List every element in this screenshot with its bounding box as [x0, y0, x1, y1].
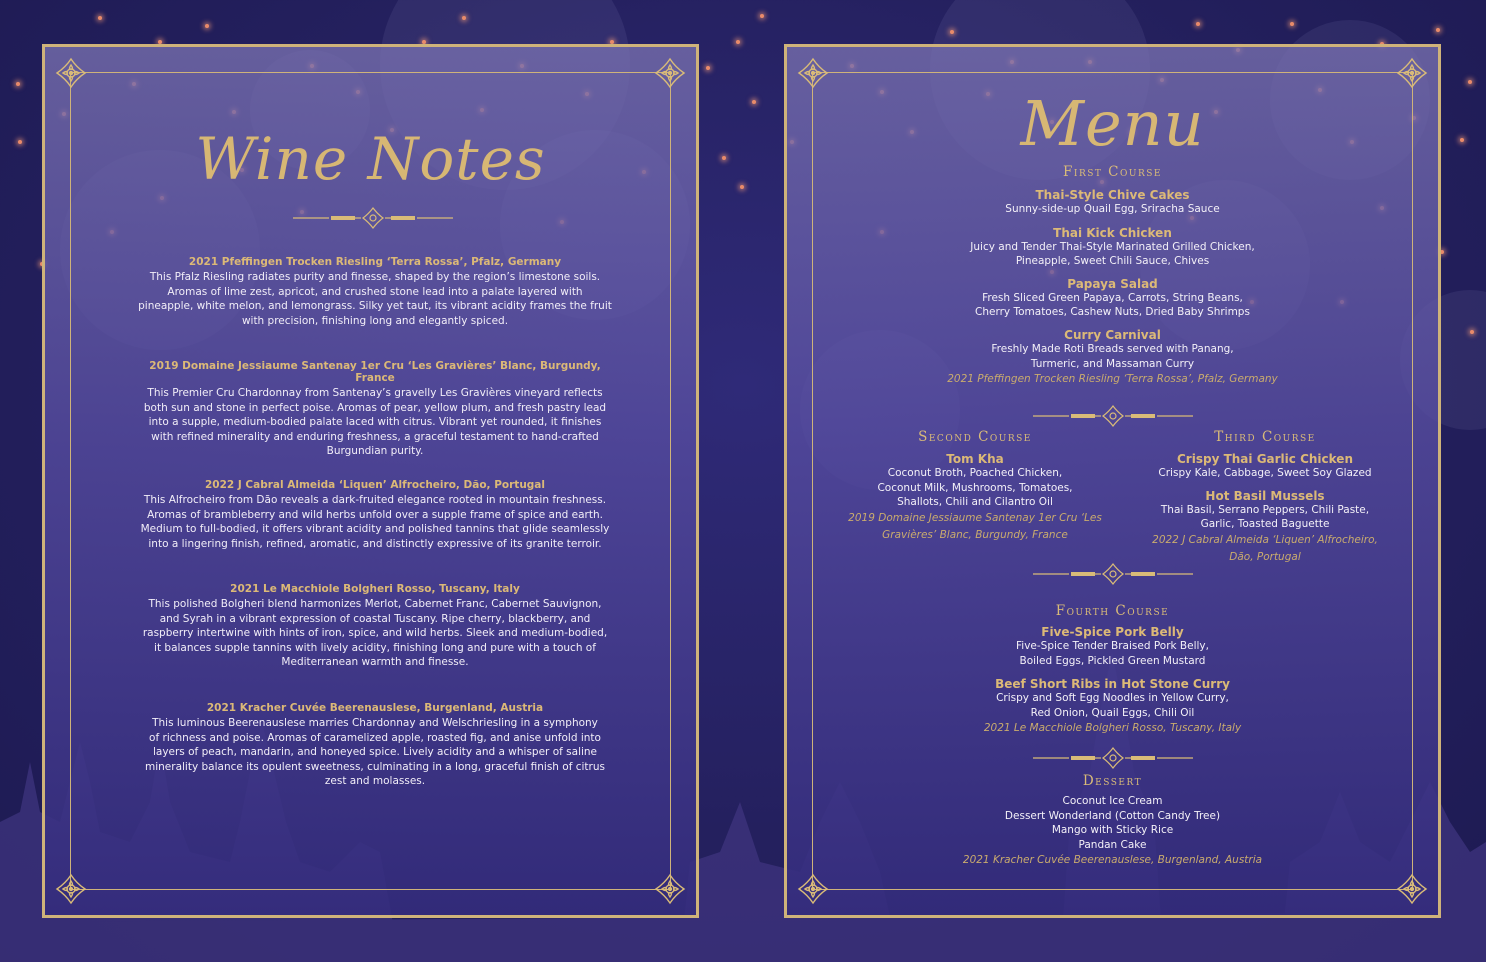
dish-description: Coconut Milk, Mushrooms, Tomatoes, — [877, 481, 1073, 494]
dessert-item: Pandan Cake — [1078, 838, 1147, 851]
dish — [825, 452, 1125, 510]
dish-name: Crispy Thai Garlic Chicken — [1177, 452, 1353, 466]
dish-description: Juicy and Tender Thai-Style Marinated Grilled Chicken, — [970, 240, 1255, 253]
wine-title: 2021 Pfeffingen Trocken Riesling ‘Terra Rossa’, Pfalz, Germany — [188, 256, 562, 268]
dish — [787, 226, 1438, 269]
ornament-corner-icon — [54, 56, 88, 90]
wine-entry — [135, 583, 615, 670]
dish-name: Thai Kick Chicken — [1053, 225, 1172, 240]
wine-pairing: 2021 Kracher Cuvée Beerenauslese, Burgenland, Austria — [962, 854, 1263, 867]
bokeh-light — [462, 16, 466, 20]
ornament-divider-icon — [1033, 747, 1193, 769]
bokeh-light — [1196, 22, 1200, 26]
dessert-item: Mango with Sticky Rice — [1051, 824, 1174, 837]
wine-pairing: Gravières’ Blanc, Burgundy, France — [882, 528, 1068, 541]
ornament-corner-icon — [1395, 56, 1429, 90]
dish-name: Tom Kha — [946, 452, 1004, 466]
dish-description: Shallots, Chili and Cilantro Oil — [897, 496, 1053, 509]
course-heading: Second Course — [918, 429, 1032, 445]
dish-description: Sunny-side-up Quail Egg, Sriracha Sauce — [1005, 203, 1220, 215]
wine-title: 2021 Kracher Cuvée Beerenauslese, Burgenland, Austria — [206, 702, 544, 714]
bokeh-light — [1468, 80, 1472, 84]
wine-pairing: 2022 J Cabral Almeida ‘Liquen’ Alfrocheiro, — [1152, 533, 1378, 546]
dish-description: Fresh Sliced Green Papaya, Carrots, String Beans, — [982, 291, 1243, 304]
wine-entry — [135, 360, 615, 459]
ornament-corner-icon — [796, 872, 830, 906]
dish-name: Papaya Salad — [1067, 276, 1158, 291]
dessert-item: Coconut Ice Cream — [1062, 795, 1163, 807]
wine-pairing: 2021 Pfeffingen Trocken Riesling ‘Terra Rossa’, Pfalz, Germany — [947, 373, 1278, 386]
wine-description: This Alfrocheiro from Dão reveals a dark-fruited elegance rooted in mountain freshness. Aromas of brambleberry and wild herbs unfold over a supple frame of spice and earth. Medium to full-bodied, it offers vibrant acidity and polished tannins that glide seamlessly into a lingering finish, refined, aromatic, and distinctly expressive of its granite terroir. — [140, 494, 610, 550]
wine-description: This Premier Cru Chardonnay from Santenay’s gravelly Les Gravières vineyard reflects both sun and stone in perfect poise. Aromas of pear, yellow plum, and fresh pastry lead into a supple, medium-bodied palate laced with citrus. Vibrant yet rounded, it finishes with refined minerality and enduring freshness, a graceful testament to hand-crafted Burgundian purity. — [143, 387, 607, 458]
wine-entry — [135, 702, 615, 789]
wine-entry — [135, 256, 615, 328]
dish — [787, 277, 1438, 320]
bokeh-light — [706, 66, 710, 70]
dish-description: Freshly Made Roti Breads served with Panang, — [991, 342, 1234, 355]
bokeh-light — [18, 140, 22, 144]
dish-description: Crispy Kale, Cabbage, Sweet Soy Glazed — [1158, 467, 1372, 479]
ornament-divider-icon — [1033, 563, 1193, 585]
dish — [787, 677, 1438, 720]
dish-description: Red Onion, Quail Eggs, Chili Oil — [1030, 706, 1195, 719]
wine-title: 2022 J Cabral Almeida ‘Liquen’ Alfrocheiro, Dão, Portugal — [204, 479, 545, 491]
bokeh-light — [1436, 28, 1440, 32]
ornament-corner-icon — [796, 56, 830, 90]
wine-entry — [135, 479, 615, 551]
ornament-divider-icon — [1033, 405, 1193, 427]
dish-description: Garlic, Toasted Baguette — [1200, 518, 1330, 531]
dish-name: Beef Short Ribs in Hot Stone Curry — [995, 677, 1230, 692]
wine-description: This Pfalz Riesling radiates purity and finesse, shaped by the region’s limestone soils. Aromas of lime zest, apricot, and crushed stone lead into a palate layered with pineapple, white melon, and lemongrass. Silky yet taut, its vibrant acidity frames the fruit with precision, finishing long and elegantly spiced. — [138, 271, 612, 327]
bokeh-light — [205, 24, 209, 28]
bokeh-light — [950, 30, 954, 34]
dish-description: Crispy and Soft Egg Noodles in Yellow Curry, — [996, 692, 1229, 705]
ornament-divider-icon — [293, 207, 453, 229]
bokeh-light — [736, 40, 740, 44]
bokeh-light — [740, 185, 744, 189]
wine-description: This luminous Beerenauslese marries Chardonnay and Welschriesling in a symphony of richness and poise. Aromas of caramelized apple, roasted fig, and anise unfold into layers of peach, mandarin, and honeyed spice. Lively acidity and a whisper of saline minerality balance its opulent sweetness, culminating in a long, graceful finish of citrus zest and molasses. — [145, 717, 605, 788]
bokeh-light — [98, 16, 102, 20]
dessert-course — [787, 773, 1438, 869]
dish-description: Thai Basil, Serrano Peppers, Chili Paste, — [1160, 503, 1370, 516]
menu-panel — [784, 44, 1441, 918]
third-course — [1115, 429, 1415, 566]
wine-title: 2019 Domaine Jessiaume Santenay 1er Cru ‘Les Gravières’ Blanc, Burgundy, France — [149, 360, 601, 384]
ornament-corner-icon — [54, 872, 88, 906]
course-heading: Dessert — [1082, 773, 1143, 789]
course-heading: First Course — [1063, 164, 1162, 180]
dish-description: Cherry Tomatoes, Cashew Nuts, Dried Baby Shrimps — [975, 306, 1250, 319]
wine-pairing: 2019 Domaine Jessiaume Santenay 1er Cru ‘Les — [848, 511, 1102, 524]
dish — [787, 328, 1438, 371]
dessert-list — [787, 794, 1438, 852]
dish-description: Pineapple, Sweet Chili Sauce, Chives — [1015, 255, 1210, 268]
bokeh-light — [1470, 330, 1474, 334]
dish-description: Coconut Broth, Poached Chicken, — [887, 467, 1063, 479]
wine-notes-panel — [42, 44, 699, 918]
bokeh-light — [1290, 22, 1294, 26]
dish-name: Thai-Style Chive Cakes — [1035, 188, 1190, 202]
dish — [787, 625, 1438, 668]
second-course — [825, 429, 1125, 544]
wine-pairing: 2021 Le Macchiole Bolgheri Rosso, Tuscany, Italy — [983, 722, 1242, 735]
wine-description: This polished Bolgheri blend harmonizes Merlot, Cabernet Franc, Cabernet Sauvignon, and Syrah in a vibrant expression of coastal Tuscany. Ripe cherry, blackberry, and raspberry intertwine with hints of iron, spice, and wild herbs. Sleek and medium-bodied, it balances supple tannins with lively acidity, finishing long and pure with a touch of Mediterranean warmth and finesse. — [142, 598, 608, 669]
wine-notes-title: Wine Notes — [195, 125, 546, 193]
bokeh-light — [752, 100, 756, 104]
course-heading: Third Course — [1214, 429, 1316, 445]
first-course — [787, 164, 1438, 388]
bokeh-light — [1460, 138, 1464, 142]
bokeh-light — [760, 14, 764, 18]
course-heading: Fourth Course — [1055, 603, 1170, 619]
fourth-course — [787, 603, 1438, 737]
dish-name: Curry Carnival — [1064, 327, 1161, 342]
wine-pairing: Dão, Portugal — [1229, 550, 1301, 563]
dish — [1115, 452, 1415, 481]
bokeh-light — [16, 82, 20, 86]
menu-title: Menu — [1020, 87, 1205, 160]
dish — [1115, 489, 1415, 532]
ornament-corner-icon — [653, 56, 687, 90]
ornament-corner-icon — [653, 872, 687, 906]
dessert-item: Dessert Wonderland (Cotton Candy Tree) — [1004, 809, 1221, 822]
ornament-corner-icon — [1395, 872, 1429, 906]
dish-name: Hot Basil Mussels — [1205, 488, 1325, 503]
bokeh-light — [722, 156, 726, 160]
wine-title: 2021 Le Macchiole Bolgheri Rosso, Tuscany, Italy — [230, 583, 520, 595]
dish-name: Five-Spice Pork Belly — [1041, 625, 1184, 639]
dish — [787, 188, 1438, 217]
dish-description: Boiled Eggs, Pickled Green Mustard — [1019, 654, 1206, 667]
dish-description: Five-Spice Tender Braised Pork Belly, — [1016, 640, 1209, 652]
dish-description: Turmeric, and Massaman Curry — [1030, 357, 1195, 370]
